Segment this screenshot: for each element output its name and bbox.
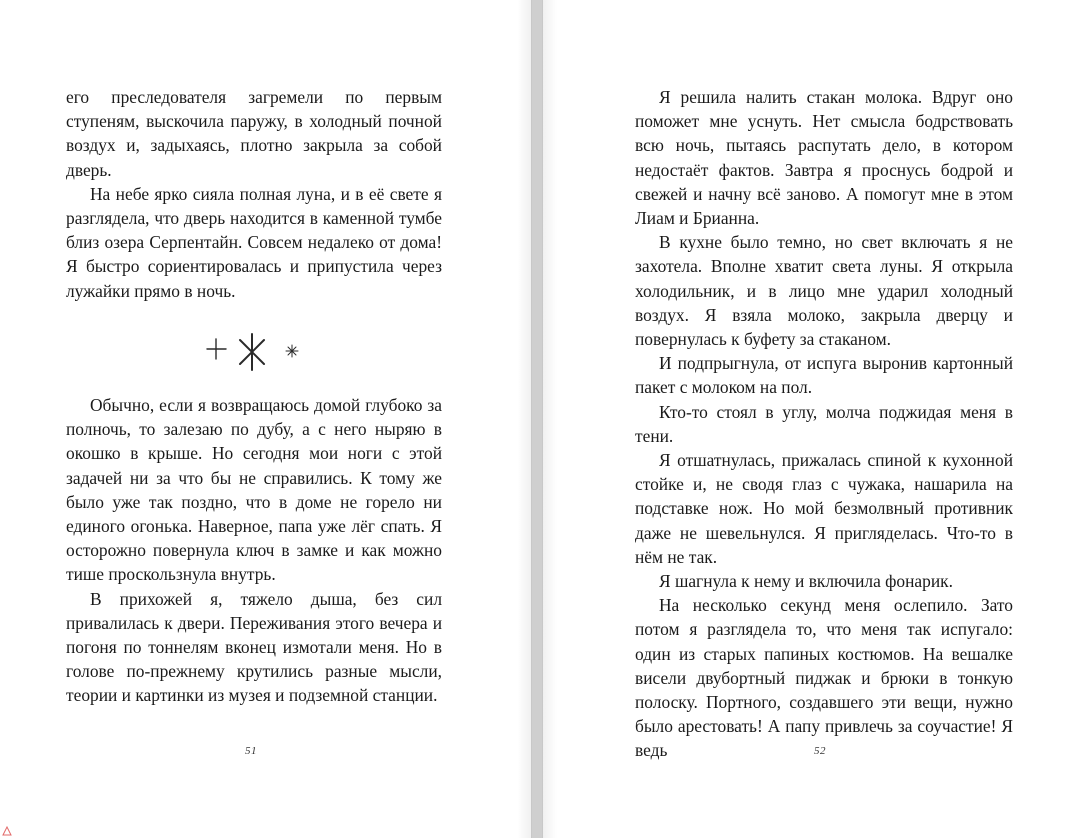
paragraph: его преследователя загремели по первым ступеням, выскочила паружу, в холодный почной воздух и, задыхаясь, плотно закрыла за собой дверь. <box>66 87 442 180</box>
paragraph: В кухне было темно, но свет включать я не захотела. Вполне хватит света луны. Я открыла холодильник, и в лицо мне ударил холодный воздух. Я взяла молоко, закрыла дверцу и повернулась к буфету за стаканом. <box>635 232 1013 350</box>
page-number: 51 <box>245 745 257 757</box>
paragraph: Я решила налить стакан молока. Вдруг оно поможет мне уснуть. Нет смысла бодрствовать всю ночь, пытаясь распутать дело, в котором недостаёт фактов. Завтра я проснусь бодрой и свежей и начну всё заново. А помогут мне в этом Лиам и Брианна. <box>635 87 1013 229</box>
corner-mark-icon <box>2 826 12 836</box>
page-number: 52 <box>814 745 826 757</box>
right-page <box>542 0 1080 838</box>
paragraph: Я шагнула к нему и включила фонарик. <box>659 571 953 592</box>
paragraph: На несколько секунд меня ослепило. Зато потом я разглядела то, что меня так испугало: один из старых папиных костюмов. На вешалке висели двубортный пиджак и брюки в тонкую полоску. Портного, создавшего эти вещи, нужно было арестовать! А папу привлечь за соучастие! Я ведь <box>635 595 1013 761</box>
paragraph: На небе ярко сияла полная луна, и в её свете я разглядела, что дверь находится в каменной тумбе близ озера Серпентайн. Совсем недалеко от дома! Я быстро сориентировалась и припустила через лужайки прямо в ночь. <box>66 183 442 301</box>
right-text-block <box>635 85 1013 763</box>
gutter-shadow <box>543 0 557 838</box>
left-text-block-top <box>66 85 442 303</box>
paragraph: В прихожей я, тяжело дыша, без сил привалилась к двери. Переживания этого вечера и погоня по тоннелям вконец измотали меня. Но в голове по-прежнему крутились разные мысли, теории и картинки из музея и подземной станции. <box>66 588 442 706</box>
paragraph: И подпрыгнула, от испуга выронив картонный пакет с молоком на пол. <box>635 353 1013 398</box>
paragraph: Кто-то стоял в углу, молча поджидая меня в тени. <box>635 401 1013 446</box>
paragraph: Я отшатнулась, прижалась спиной к кухонной стойке и, не сводя глаз с чужака, нашарила на подставке нож. Но мой безмолвный противник даже не шевельнулся. Я пригляделась. Что-то в нём не так. <box>635 450 1013 567</box>
paragraph: Обычно, если я возвращаюсь домой глубоко за полночь, то залезаю по дубу, а с него ныряю в окошко в крыше. Но сегодня мои ноги с этой задачей ни за что бы не справились. К тому же было уже так поздно, что в доме не горело ни единого огонька. Наверное, папа уже лёг спать. Я осторожно повернула ключ в замке и как можно тише проскользнула внутрь. <box>66 395 442 585</box>
stars-ornament-icon <box>200 326 310 376</box>
left-page <box>0 0 532 838</box>
gutter-shadow <box>517 0 531 838</box>
left-text-block-bottom <box>66 393 442 708</box>
